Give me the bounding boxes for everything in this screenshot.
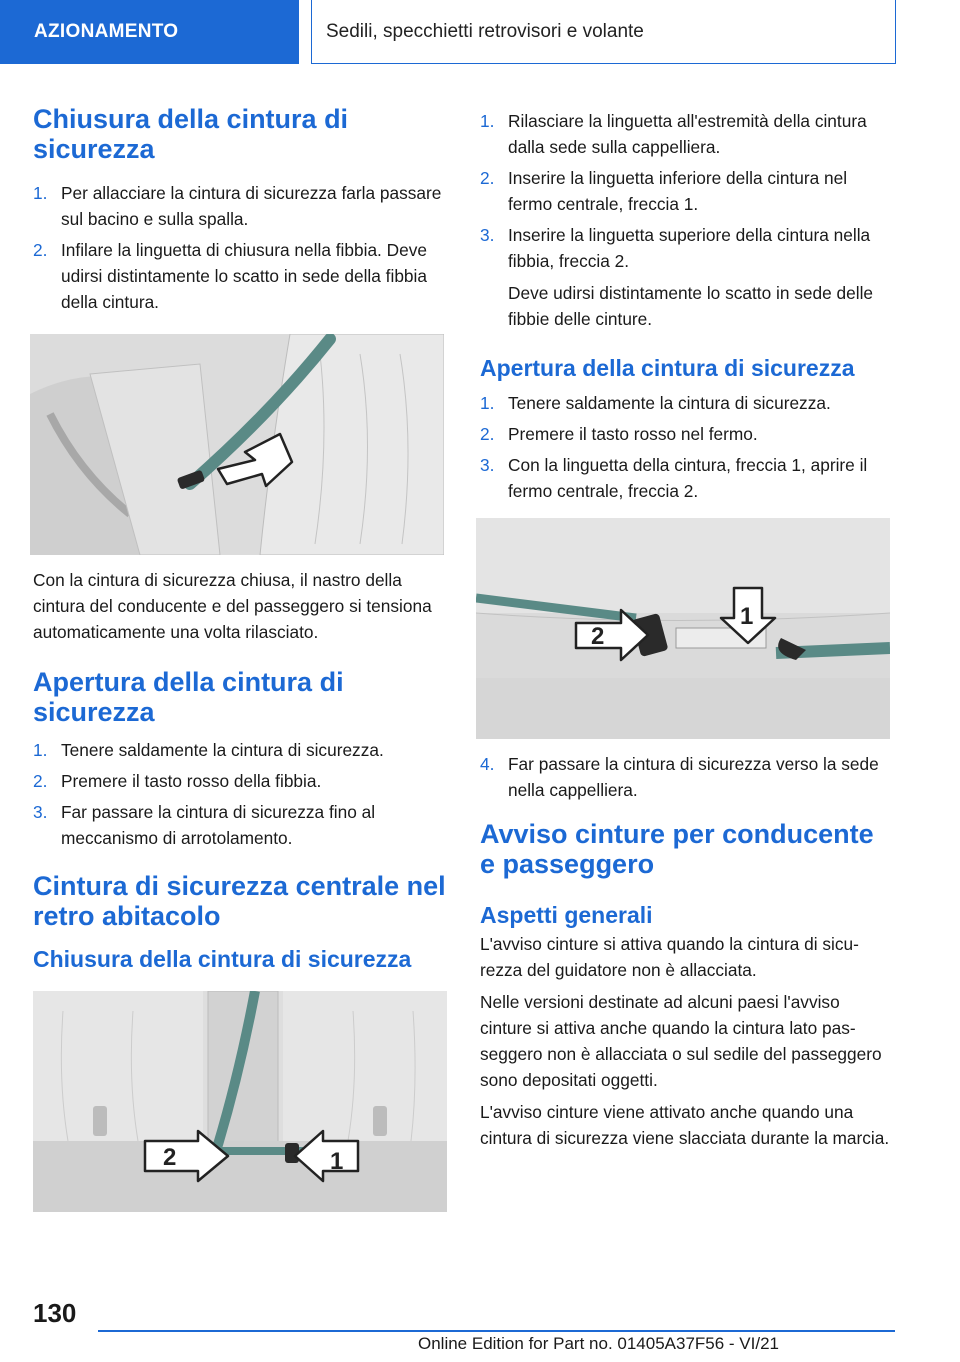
step-number: 2. <box>33 240 48 260</box>
list-item <box>33 768 447 794</box>
step-number: 1. <box>480 111 495 131</box>
step-number: 3. <box>480 225 495 245</box>
step-text: Inserire la linguetta superiore della cintura nella fibbia, freccia 2. <box>508 225 871 271</box>
list-item <box>33 737 447 763</box>
subheading-general: Aspetti generali <box>480 902 653 928</box>
list-item <box>480 421 894 447</box>
fasten-steps-list <box>33 180 447 315</box>
list-item <box>480 222 894 274</box>
heading-center-open: Apertura della cintura di sicurezza <box>480 355 855 381</box>
step-text: Premere il tasto rosso nel fermo. <box>508 424 758 444</box>
step-number: 2. <box>480 168 495 188</box>
step-text: Con la linguetta della cintura, freccia 1, aprire il fermo centrale, freccia 2. <box>508 455 868 501</box>
heading-fasten-belt: Chiusura della cintura di sicurezza <box>33 104 349 164</box>
arrow-label-2: 2 <box>163 1144 177 1171</box>
step-number: 1. <box>33 183 48 203</box>
step-number: 1. <box>480 393 495 413</box>
belt-tension-note: Con la cintura di sicurezza chiusa, il nastro della cintura del conducente e del passeggero si tensiona automaticamente una volta rilasciato. <box>33 570 432 642</box>
left-column <box>33 100 447 1212</box>
step-number: 2. <box>480 424 495 444</box>
warning-para-3: L'avviso cinture viene attivato anche quando una cintura di sicurezza viene slacciata durante la marcia. <box>480 1102 890 1148</box>
step-number: 1. <box>33 740 48 760</box>
center-open-step4-list <box>480 751 894 803</box>
step-text: Tenere saldamente la cintura di sicurezza. <box>61 740 384 760</box>
arrow-label-2: 2 <box>591 623 605 650</box>
figure-rear-center-belt <box>33 991 447 1212</box>
step-text: Far passare la cintura di sicurezza fino al meccanismo di arrotolamento. <box>61 802 376 848</box>
arrow-label-1: 1 <box>740 603 754 630</box>
figure-front-seat-belt <box>30 334 444 555</box>
list-item <box>480 751 894 803</box>
center-fasten-steps-list <box>480 108 894 274</box>
step-number: 2. <box>33 771 48 791</box>
section-tab: AZIONAMENTO <box>0 0 299 64</box>
list-item <box>480 452 894 504</box>
step-text: Inserire la linguetta inferiore della cintura nel fermo centrale, freccia 1. <box>508 168 848 214</box>
list-item <box>33 237 447 315</box>
list-item <box>33 799 447 851</box>
list-item <box>33 180 447 232</box>
list-item <box>480 165 894 217</box>
click-note: Deve udirsi distintamente lo scatto in sede delle fibbie delle cinture. <box>508 283 874 329</box>
arrow-label-1: 1 <box>330 1148 344 1175</box>
warning-para-2: Nelle versioni destinate ad alcuni paesi l'avviso cinture si attiva anche quando la cintura lato passeggero non è allacciata o sul sedile del passeggero sono depositati oggetti. <box>480 992 882 1090</box>
edition-text: Online Edition for Part no. 01405A37F56 - VI/21 <box>418 1334 780 1353</box>
step-number: 3. <box>33 802 48 822</box>
center-open-steps-list <box>480 390 894 504</box>
list-item <box>480 390 894 416</box>
step-text: Rilasciare la linguetta all'estremità della cintura dalla sede sulla cappelliera. <box>508 111 867 157</box>
step-text: Far passare la cintura di sicurezza verso la sede nella cappelliera. <box>508 754 879 800</box>
figure-center-buckle-release <box>476 518 890 739</box>
step-number: 3. <box>480 455 495 475</box>
footer-divider <box>98 1330 895 1332</box>
page-number: 130 <box>33 1298 77 1328</box>
step-text: Per allacciare la cintura di sicurezza farla passare sul bacino e sulla spalla. <box>61 183 442 229</box>
step-text: Premere il tasto rosso della fibbia. <box>61 771 322 791</box>
step-number: 4. <box>480 754 495 774</box>
warning-para-1: L'avviso cinture si attiva quando la cintura di sicurezza del guidatore non è allacciata. <box>480 934 859 980</box>
heading-center-belt: Cintura di sicurezza centrale nel retro abitacolo <box>33 871 446 931</box>
subheading-center-fasten: Chiusura della cintura di sicurezza <box>33 946 412 972</box>
chapter-title: Sedili, specchietti retrovisori e volante <box>311 0 896 64</box>
step-text: Infilare la linguetta di chiusura nella fibbia. Deve udirsi distintamente lo scatto in sede della fibbia della cintura. <box>61 240 428 312</box>
heading-belt-warning: Avviso cinture per conducente e passeggero <box>480 819 874 879</box>
list-item <box>480 108 894 160</box>
open-steps-list <box>33 737 447 851</box>
right-column <box>480 108 894 1151</box>
heading-open-belt: Apertura della cintura di sicurezza <box>33 667 344 727</box>
step-text: Tenere saldamente la cintura di sicurezza. <box>508 393 831 413</box>
